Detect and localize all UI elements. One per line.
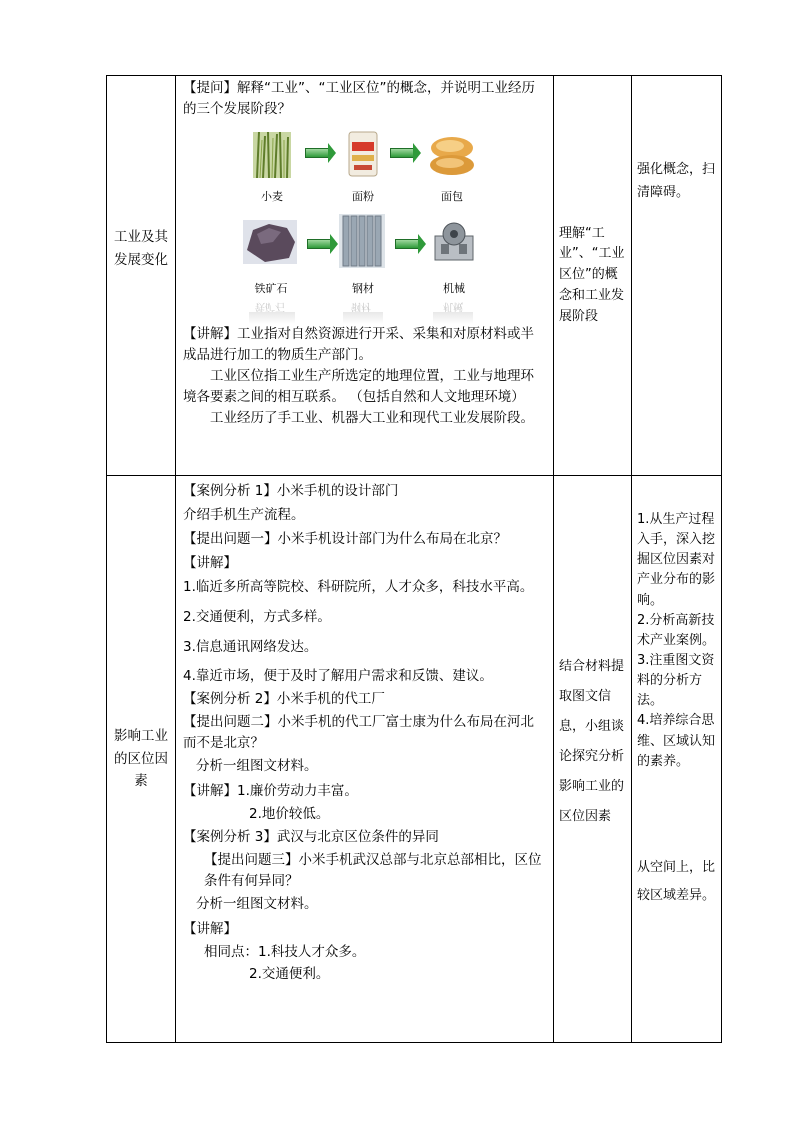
steel-image	[339, 214, 385, 268]
flow-label-machinery: 机械	[443, 281, 465, 295]
design-intent-item: 3.注重图文资料的分析方法。	[637, 652, 715, 709]
design-intent-extra: 从空间上，比较区域差异。	[637, 859, 716, 904]
iron-ore-image	[243, 220, 297, 264]
bread-image	[428, 134, 476, 176]
question-text: 【提出问题一】小米手机设计部门为什么布局在北京？	[183, 530, 507, 547]
body-text: 分析一组图文材料。	[196, 895, 318, 912]
lecture-text: 【讲解】工业指对自然资源进行开采、采集和对原材料或半成品进行加工的物质生产部门。	[183, 325, 534, 363]
answer-item: 相同点：1.科技人才众多。	[204, 943, 366, 960]
wheat-image	[253, 132, 291, 178]
student-activity-text: 理解“工业”、“工业区位”的概念和工业发展阶段	[559, 225, 625, 324]
design-intent-cell	[632, 476, 722, 1043]
machinery-image	[431, 218, 477, 264]
lesson-table	[106, 75, 722, 1043]
lecture-heading: 【讲解】	[183, 920, 237, 937]
answer-item: 1.临近多所高等院校、科研院所，人才众多，科技水平高。	[183, 578, 534, 595]
flow-label-bread: 面包	[441, 189, 463, 203]
arrow-icon	[305, 148, 329, 158]
topic-label: 影响工业的区位因素	[114, 727, 168, 790]
student-activity-cell	[554, 76, 632, 476]
topic-cell	[107, 476, 176, 1043]
body-text: 分析一组图文材料。	[196, 758, 318, 775]
design-intent-item: 4.培养综合思维、区域认知的素养。	[637, 713, 716, 769]
topic-label: 工业及其发展变化	[114, 229, 168, 268]
case-title: 【案例分析 3】武汉与北京区位条件的异同	[183, 828, 439, 845]
design-intent-item: 2.分析高新技术产业案例。	[637, 612, 716, 648]
answer-item: 4.靠近市场，便于及时了解用户需求和反馈、建议。	[183, 668, 493, 685]
table-row	[107, 76, 722, 476]
flow-label-steel: 钢材	[352, 281, 374, 295]
design-intent-cell	[632, 76, 722, 476]
lecture-heading: 【讲解】	[183, 554, 237, 571]
case-title: 【案例分析 2】小米手机的代工厂	[183, 691, 385, 708]
content-cell	[176, 476, 554, 1043]
arrow-icon	[307, 239, 331, 249]
reflection-shape	[343, 312, 383, 324]
student-activity-cell	[554, 476, 632, 1043]
location-definition-text: 工业区位指工业生产所选定的地理位置，工业与地理环境各要素之间的相互联系。 （包括自然和人文地理环境）	[183, 367, 534, 405]
reflection-text: 机械	[443, 300, 463, 312]
answer-item: 2.地价较低。	[249, 805, 330, 822]
stages-text: 工业经历了手工业、机器大工业和现代工业发展阶段。	[210, 409, 534, 426]
reflection-shape	[249, 312, 295, 324]
reflection-shape	[433, 312, 473, 324]
question-text: 【提问】解释“工业”、“工业区位”的概念，并说明工业经历的三个发展阶段？	[183, 80, 535, 117]
answer-item: 2.交通便利，方式多样。	[183, 608, 331, 625]
question-text: 【提出问题三】小米手机武汉总部与北京总部相比，区位条件有何异同？	[204, 851, 542, 889]
arrow-icon	[390, 148, 414, 158]
design-intent-item: 1.从生产过程入手，深入挖掘区位因素对产业分布的影响。	[637, 512, 716, 608]
answer-item: 3.信息通讯网络发达。	[183, 638, 318, 655]
flow-label-wheat: 小麦	[261, 189, 283, 203]
design-intent-text: 强化概念，扫清障碍。	[637, 162, 716, 201]
content-cell	[176, 76, 554, 476]
reflection-text: 钢材	[351, 300, 371, 312]
body-text: 介绍手机生产流程。	[183, 506, 305, 523]
case-title: 【案例分析 1】小米手机的设计部门	[183, 483, 399, 499]
flour-bag-image	[346, 128, 380, 178]
student-activity-text: 结合材料提取图文信息，小组谈论探究分析影响工业的区位因素	[559, 659, 625, 824]
answer-item: 2.交通便利。	[249, 966, 330, 983]
table-row	[107, 476, 722, 1043]
topic-cell	[107, 76, 176, 476]
process-flow-figure	[183, 122, 547, 322]
question-text: 【提出问题二】小米手机的代工厂富士康为什么布局在河北而不是北京？	[183, 714, 534, 752]
arrow-icon	[395, 239, 419, 249]
answer-item: 【讲解】1.廉价劳动力丰富。	[183, 783, 358, 800]
flow-label-flour: 面粉	[352, 189, 374, 203]
reflection-text: 铁矿石	[255, 300, 285, 312]
flow-label-iron-ore: 铁矿石	[254, 281, 288, 295]
